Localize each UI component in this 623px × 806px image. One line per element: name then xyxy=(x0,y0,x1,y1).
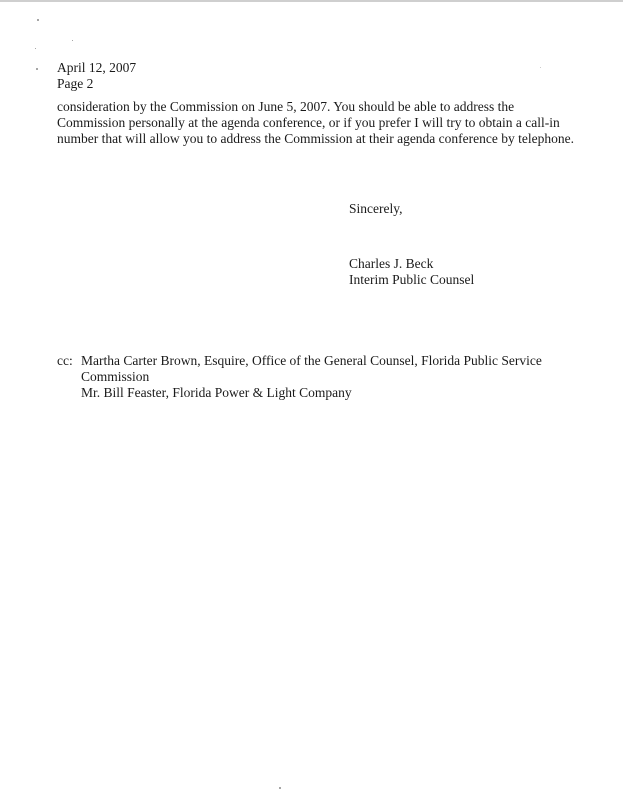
scan-speck xyxy=(37,19,39,21)
cc-line-3: Mr. Bill Feaster, Florida Power & Light Company xyxy=(81,385,352,400)
body-paragraph xyxy=(57,99,574,147)
scan-speck xyxy=(35,48,36,49)
scan-speck xyxy=(279,787,281,789)
cc-recipients xyxy=(81,353,542,401)
body-line-3: number that will allow you to address the Commission at their agenda conference by telephone. xyxy=(57,131,574,146)
page-top-edge xyxy=(0,0,623,2)
letter-header xyxy=(57,60,136,92)
cc-line-1: Martha Carter Brown, Esquire, Office of the General Counsel, Florida Public Service xyxy=(81,353,542,368)
cc-label: cc: xyxy=(57,353,73,368)
body-line-2: Commission personally at the agenda conference, or if you prefer I will try to obtain a call-in xyxy=(57,115,560,130)
cc-line-2: Commission xyxy=(81,369,150,384)
scan-speck xyxy=(72,40,73,41)
closing-salutation: Sincerely, xyxy=(349,201,403,216)
page-number: Page 2 xyxy=(57,76,94,91)
signer-name: Charles J. Beck xyxy=(349,256,434,271)
signature-block xyxy=(349,256,474,288)
letter-date: April 12, 2007 xyxy=(57,60,137,75)
scan-speck xyxy=(36,68,38,70)
body-line-1: consideration by the Commission on June 5, 2007. You should be able to address the xyxy=(57,99,515,114)
scan-speck xyxy=(540,67,541,68)
signer-title: Interim Public Counsel xyxy=(349,272,475,287)
